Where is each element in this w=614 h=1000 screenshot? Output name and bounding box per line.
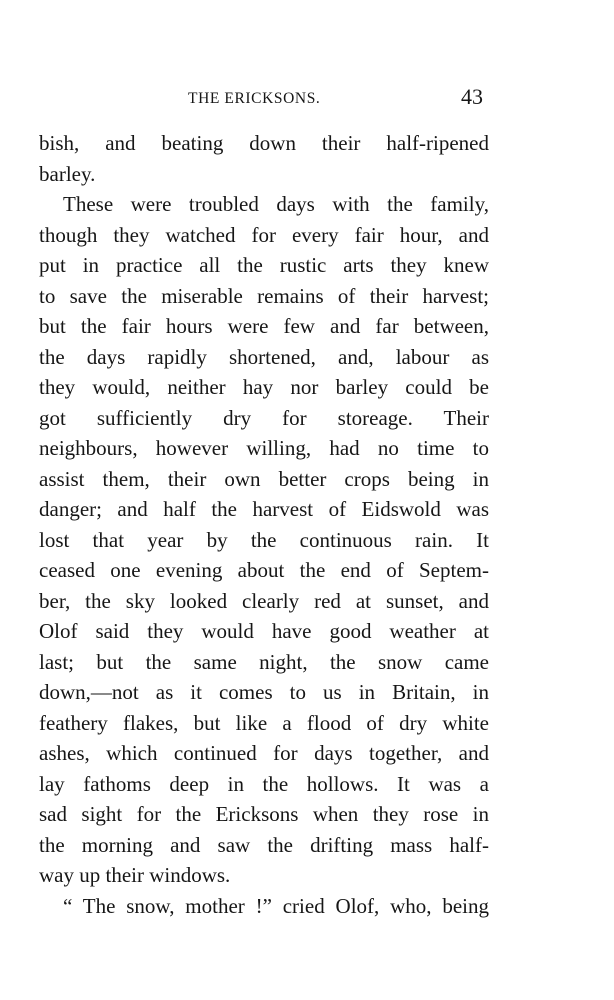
text-line: but the fair hours were few and far between, (39, 314, 489, 338)
text-line: got sufficiently dry for storeage. Their (39, 405, 489, 430)
text-line: feathery flakes, but like a flood of dry white (39, 710, 489, 735)
text-line: to save the miserable remains of their harvest; (39, 283, 489, 308)
text-line: last; but the same night, the snow came (39, 649, 489, 674)
text-line: ber, the sky looked clearly red at sunset, and (39, 588, 489, 613)
text-line: they would, neither hay nor barley could be (39, 375, 489, 399)
text-line: assist them, their own better crops being in (39, 466, 489, 491)
text-line: sad sight for the Ericksons when they rose in (39, 802, 489, 826)
body-text (39, 128, 489, 921)
text-line: lost that year by the continuous rain. It (39, 527, 489, 552)
text-line: ceased one evening about the end of Septem- (39, 558, 489, 582)
text-line: Olof said they would have good weather at (39, 619, 489, 643)
text-line: “ The snow, mother !” cried Olof, who, being (63, 893, 489, 918)
text-line: the morning and saw the drifting mass half- (39, 832, 489, 857)
text-line: ashes, which continued for days together, and (39, 741, 489, 765)
text-line: barley. (39, 161, 96, 186)
text-line: These were troubled days with the family, (63, 192, 489, 216)
running-title: THE ERICKSONS. (188, 90, 321, 107)
text-line: though they watched for every fair hour, and (39, 222, 489, 247)
page-number: 43 (461, 84, 483, 109)
text-line: danger; and half the harvest of Eidswold was (39, 497, 489, 521)
text-line: lay fathoms deep in the hollows. It was a (39, 771, 489, 796)
text-line: down,—not as it comes to us in Britain, in (39, 680, 489, 704)
text-line: put in practice all the rustic arts they knew (39, 253, 489, 277)
text-line: neighbours, however willing, had no time to (39, 436, 489, 460)
text-line: the days rapidly shortened, and, labour as (39, 344, 489, 369)
text-line: bish, and beating down their half-ripened (39, 131, 489, 155)
running-head (0, 84, 614, 114)
text-line: way up their windows. (39, 863, 231, 887)
